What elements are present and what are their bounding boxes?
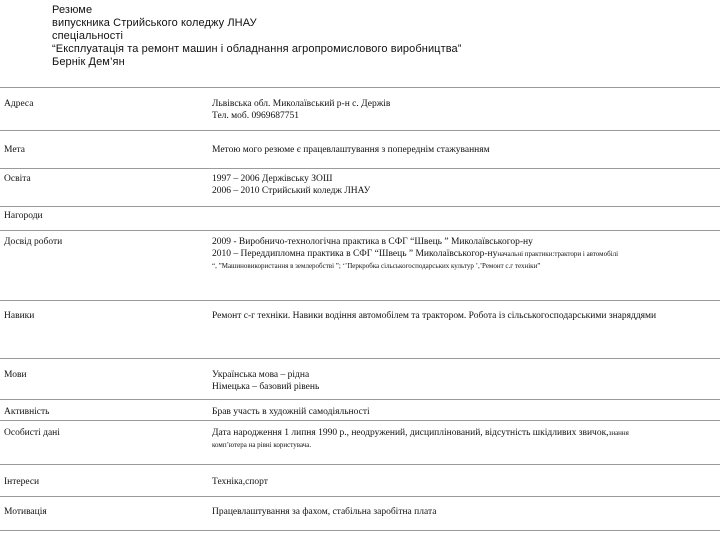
- divider: [0, 420, 720, 421]
- phone-line: Тел. моб. 0969687751: [212, 111, 299, 121]
- row-value: [212, 144, 714, 156]
- education-line: 2006 – 2010 Стрийський коледж ЛНАУ: [212, 186, 371, 196]
- divider: [0, 87, 720, 88]
- row-label: Навики: [4, 311, 35, 321]
- interests-line: Техніка,спорт: [212, 477, 268, 487]
- divider: [0, 300, 720, 301]
- specialty-label: спеціальності: [52, 30, 124, 42]
- divider: [0, 530, 720, 531]
- divider: [0, 130, 720, 131]
- candidate-name: Бернік Дем’ян: [52, 56, 125, 68]
- personal-line: комп’ютера на рівні користувача.: [212, 441, 312, 449]
- row-value: [212, 310, 714, 322]
- personal-text-small: знання: [608, 429, 629, 437]
- divider: [0, 206, 720, 207]
- divider: [0, 230, 720, 231]
- experience-text-small: начальні практики:трактори і автомобілі: [497, 250, 619, 258]
- divider: [0, 399, 720, 400]
- row-value: [212, 173, 714, 197]
- row-value: [212, 98, 714, 122]
- row-value: [212, 236, 714, 272]
- goal-line: Метою мого резюме є працевлаштування з попереднім стажуванням: [212, 145, 490, 155]
- row-label: Активність: [4, 407, 50, 417]
- specialty-name: “Експлуатація та ремонт машин і обладнання агропромислового виробництва”: [52, 43, 462, 55]
- row-label: Мотивація: [4, 507, 47, 517]
- row-label: Інтереси: [4, 477, 40, 487]
- row-label: Нагороди: [4, 211, 43, 221]
- row-label: Досвід роботи: [4, 237, 63, 247]
- address-line: Львівська обл. Миколаївський р-н с. Держів: [212, 99, 391, 109]
- row-value: [212, 406, 714, 418]
- skills-text: Ремонт с-г техніки. Навики водіння автомобілем та трактором. Робота із сільськогосподарськими знаряддями: [212, 311, 657, 321]
- experience-line: “, ”Машиновикористання в землеробстві ”; ‘’Перкробка сільськогосподарських культур ’,’Ремонт с.г техніки”: [212, 262, 541, 270]
- graduate-line: випускника Стрийського коледжу ЛНАУ: [52, 17, 257, 29]
- motivation-line: Працевлаштування за фахом, стабільна заробітна плата: [212, 507, 437, 517]
- experience-text: 2010 – Переддипломна практика в СФГ “Швець ” Миколаївськогор-ну: [212, 249, 498, 259]
- language-line: Українська мова – рідна: [212, 370, 310, 380]
- resume-header: [52, 4, 462, 69]
- row-label: Освіта: [4, 174, 31, 184]
- divider: [0, 464, 720, 465]
- divider: [0, 358, 720, 359]
- row-label: Особисті дані: [4, 428, 60, 438]
- resume-title: Резюме: [52, 4, 93, 16]
- row-label: Мови: [4, 370, 27, 380]
- personal-line: [212, 427, 714, 439]
- activity-line: Брав участь в художній самодіяльності: [212, 407, 370, 417]
- row-value: [212, 427, 714, 451]
- personal-text: Дата народження 1 липня 1990 р., неодружений, дисциплінований, відсутність шкідливих звичок,: [212, 428, 609, 438]
- experience-line: 2009 - Виробничо-технологічна практика в СФГ “Швець ” Миколаївськогор-ну: [212, 237, 533, 247]
- row-value: [212, 476, 714, 488]
- divider: [0, 168, 720, 169]
- row-label: Адреса: [4, 99, 34, 109]
- divider: [0, 496, 720, 497]
- experience-line: [212, 248, 714, 260]
- row-value: [212, 506, 714, 518]
- row-value: [212, 369, 714, 393]
- education-line: 1997 – 2006 Держівську ЗОШ: [212, 174, 333, 184]
- row-label: Мета: [4, 145, 26, 155]
- language-line: Німецька – базовий рівень: [212, 382, 320, 392]
